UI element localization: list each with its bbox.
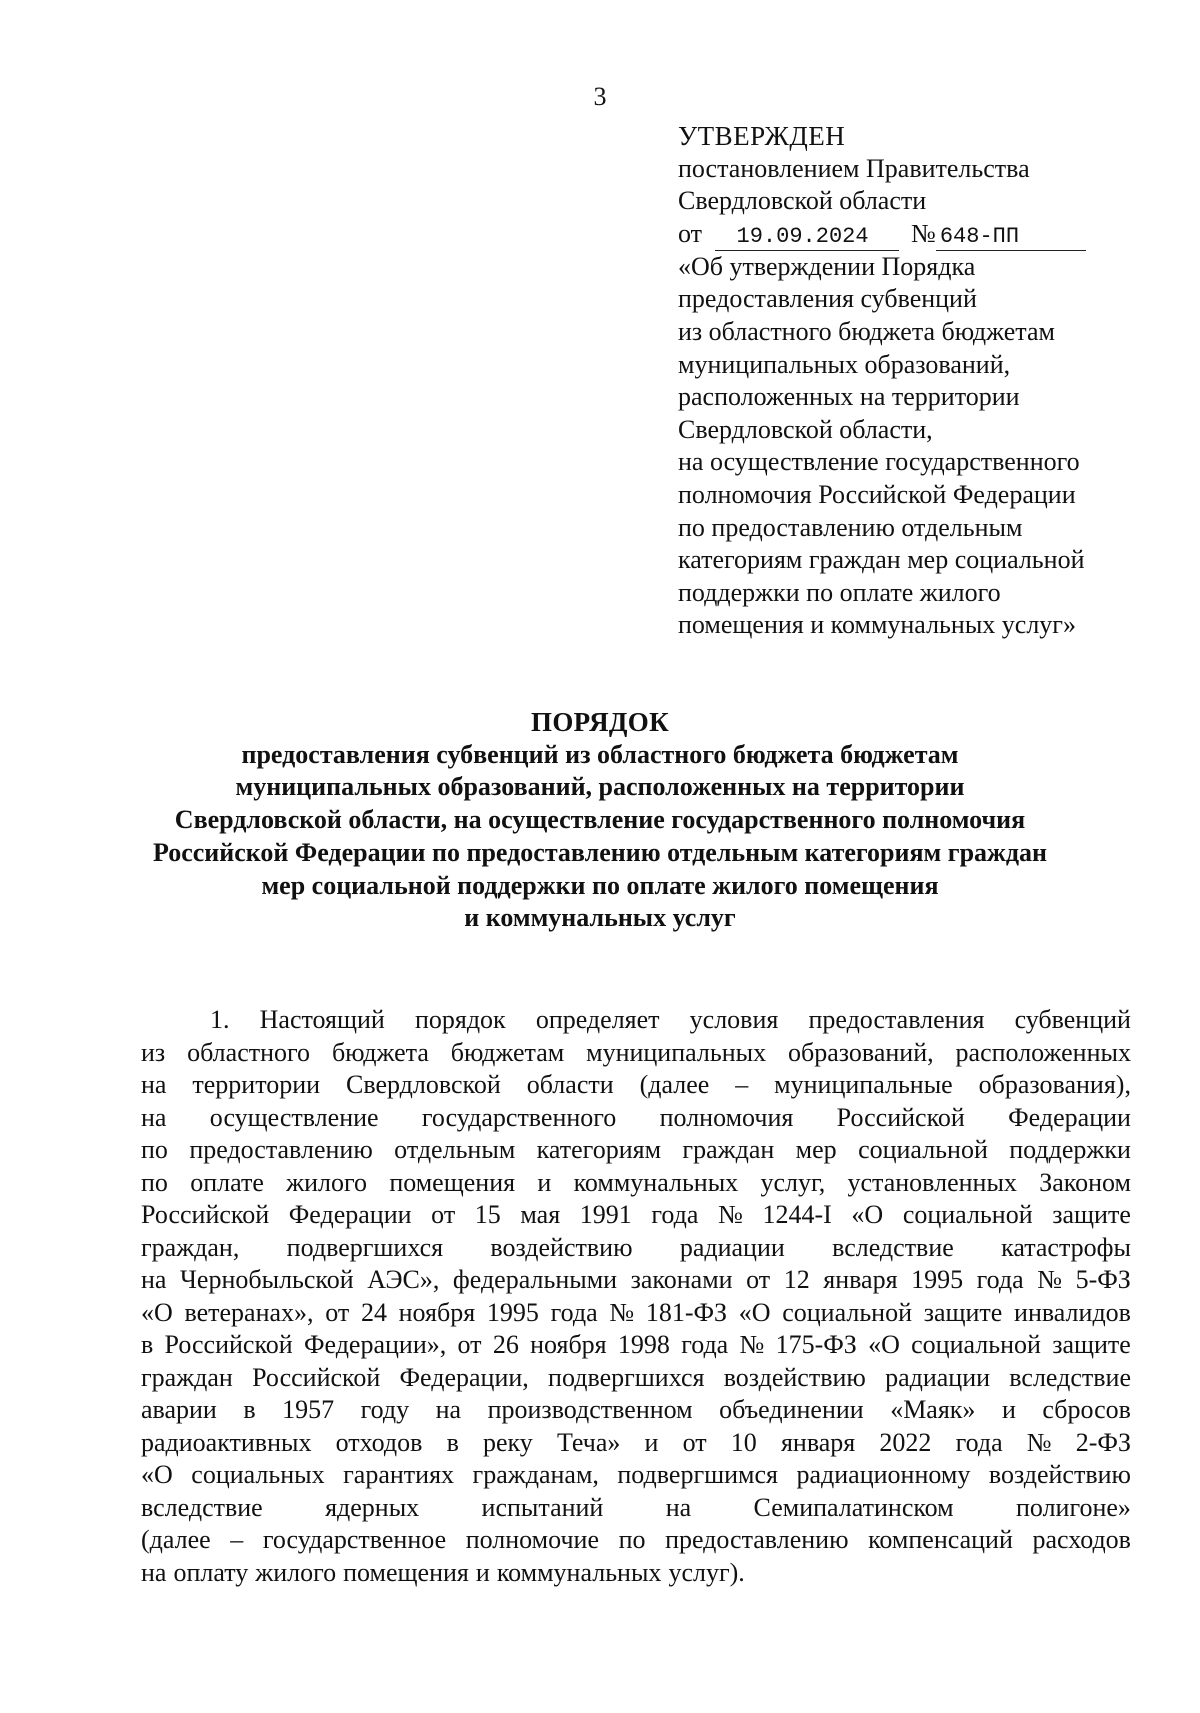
word: № [718, 1200, 743, 1229]
word: от [682, 1427, 707, 1457]
word: Федерации, [399, 1362, 529, 1392]
word: «О [738, 1297, 771, 1327]
word: расходов [1032, 1525, 1131, 1554]
word: – [735, 1070, 749, 1099]
resolution-title-line: Свердловской области, [678, 414, 933, 444]
word: 15 [474, 1200, 501, 1229]
word: Чернобыльской [180, 1265, 354, 1294]
document-heading: ПОРЯДОК [531, 707, 669, 737]
word: предоставления [808, 1005, 985, 1034]
word: компенсаций [868, 1525, 1013, 1554]
word: 2022 [879, 1427, 932, 1457]
resolution-title-line: предоставления субвенций [678, 284, 977, 314]
word: ядерных [325, 1492, 420, 1522]
word: 5-ФЗ [1075, 1265, 1131, 1294]
resolution-title-line: помещения и коммунальных услуг» [678, 610, 1076, 640]
resolution-title-line: на осуществление государственного [678, 447, 1080, 477]
paragraph-line [141, 1037, 1131, 1070]
resolution-title-line: поддержки по оплате жилого [678, 577, 1001, 607]
resolution-number: 648-ПП [936, 223, 1086, 251]
word: воздействию [988, 1460, 1131, 1489]
word: оплату [173, 1557, 249, 1587]
word: Федерации», [303, 1330, 447, 1359]
resolution-date: 19.09.2024 [715, 223, 899, 251]
word: предоставлению [665, 1525, 849, 1554]
word: ветеранах», [184, 1297, 314, 1327]
word: воздействию [490, 1232, 633, 1262]
word: подвергшихся [548, 1362, 705, 1392]
word: от [325, 1297, 350, 1327]
word: аварии [141, 1395, 217, 1424]
paragraph-1 [141, 1004, 1131, 1589]
word: услуг). [668, 1557, 745, 1587]
word: социальной [858, 1135, 988, 1164]
paragraph-line [141, 1069, 1131, 1102]
word: Свердловской [346, 1070, 501, 1099]
document-subtitle [60, 739, 1140, 935]
word: года [955, 1427, 1003, 1457]
word: № [1026, 1427, 1052, 1457]
word: «О [141, 1460, 173, 1489]
word: и [537, 1167, 552, 1197]
word: бюджетам [450, 1037, 565, 1067]
word: государственное [262, 1525, 447, 1554]
subtitle-line: мер социальной поддержки по оплате жилого помещения [261, 870, 939, 900]
paragraph-line [141, 1329, 1131, 1362]
date-prefix: от [678, 218, 703, 248]
word: 175-ФЗ [775, 1330, 857, 1359]
word: реку [483, 1427, 533, 1457]
word: оплате [190, 1167, 264, 1197]
word: осуществление [209, 1102, 379, 1132]
subtitle-line: Российской Федерации по предоставлению отдельным категориям граждан [152, 837, 1048, 867]
word: мер [795, 1135, 837, 1164]
word: января [780, 1427, 856, 1457]
word: порядок [414, 1005, 506, 1034]
paragraph-line [141, 1167, 1131, 1200]
word: гарантиях [343, 1460, 455, 1489]
paragraph-line [141, 1199, 1131, 1232]
word: области [526, 1070, 614, 1099]
paragraph-line [141, 1004, 1131, 1037]
resolution-title-line: муниципальных образований, [678, 349, 1011, 379]
number-prefix: № [911, 218, 936, 248]
word: (далее [639, 1070, 710, 1099]
word: областного [187, 1037, 311, 1067]
word: коммунальных [573, 1167, 739, 1197]
word: Настоящий [259, 1005, 385, 1034]
paragraph-line [141, 1557, 1131, 1590]
word: 24 [360, 1297, 387, 1327]
approval-block [678, 120, 1138, 642]
word: «О [141, 1297, 173, 1327]
word: предоставлению [189, 1135, 373, 1164]
word: поддержки [1009, 1135, 1131, 1164]
word: года [681, 1330, 729, 1359]
resolution-title [678, 251, 1138, 642]
word: по [618, 1525, 646, 1554]
page-number: 3 [593, 82, 607, 111]
word: Федерации [288, 1200, 412, 1229]
paragraph-line [141, 1427, 1131, 1460]
word: радиоактивных [141, 1427, 312, 1457]
word: 1244-I [762, 1200, 832, 1229]
word: федеральными [452, 1265, 618, 1294]
word: года [976, 1265, 1024, 1294]
word: на [665, 1492, 692, 1522]
word: катастрофы [1001, 1232, 1131, 1262]
word: (далее [141, 1525, 211, 1554]
word: ноября [530, 1330, 607, 1359]
word: на [141, 1102, 167, 1132]
word: по [141, 1167, 168, 1197]
word: в [141, 1330, 154, 1359]
resolution-title-line: расположенных на территории [678, 382, 1020, 412]
word: на [435, 1395, 462, 1424]
paragraph-line [141, 1459, 1131, 1492]
word: категориям [536, 1135, 662, 1164]
resolution-title-line: по предоставлению отдельным [678, 512, 1023, 542]
word: от [746, 1265, 771, 1294]
word: законами [630, 1265, 733, 1294]
word: в [446, 1427, 459, 1457]
word: году [360, 1395, 410, 1424]
subtitle-line: муниципальных образований, расположенных на территории [235, 772, 965, 802]
word: определяет [535, 1005, 660, 1034]
word: и [475, 1557, 490, 1587]
word: Семипалатинском [753, 1492, 954, 1522]
word: подвергшимся [617, 1460, 778, 1489]
word: из [141, 1037, 166, 1067]
subtitle-line: и коммунальных услуг [464, 903, 736, 933]
word: по [141, 1135, 168, 1164]
word: субвенций [1014, 1005, 1131, 1034]
word: года [550, 1297, 598, 1327]
word: 1957 [282, 1395, 335, 1424]
word: радиации [679, 1232, 785, 1262]
subtitle-line: предоставления субвенций из областного бюджета бюджетам [241, 739, 959, 769]
word: мая [520, 1200, 561, 1229]
word: 2-ФЗ [1075, 1427, 1131, 1457]
resolution-title-line: «Об утверждении Порядка [678, 251, 976, 281]
word: коммунальных [496, 1557, 662, 1587]
word: испытаний [481, 1492, 604, 1522]
word: и [644, 1427, 659, 1457]
word: Теча» [556, 1427, 621, 1457]
word: помещения [343, 1557, 469, 1587]
paragraph-line [141, 1524, 1131, 1557]
resolution-title-line: полномочия Российской Федерации [678, 479, 1076, 509]
word: жилого [286, 1167, 368, 1197]
word: 1995 [911, 1265, 964, 1294]
word: вследствие [832, 1232, 954, 1262]
word: отходов [335, 1427, 423, 1457]
word: от [457, 1330, 482, 1359]
word: защите [1052, 1330, 1131, 1359]
word: Российской [836, 1102, 965, 1132]
word: № [739, 1330, 765, 1359]
word: муниципальные [774, 1070, 953, 1099]
word: ноября [398, 1297, 476, 1327]
word: расположенных [955, 1037, 1131, 1067]
word: воздействию [723, 1362, 866, 1392]
word: граждан [682, 1135, 775, 1164]
document-title [60, 706, 1140, 935]
word: полномочия [659, 1102, 794, 1132]
subtitle-line: Свердловской области, на осуществление государственного полномочия [174, 805, 1026, 835]
word: услуг, [760, 1167, 826, 1197]
word: Российской [164, 1330, 293, 1359]
word: граждан [141, 1362, 233, 1392]
word: «О [868, 1330, 900, 1359]
word: инвалидов [1014, 1297, 1131, 1327]
word: полномочие [465, 1525, 599, 1554]
word: в [243, 1395, 256, 1424]
word: 1991 [579, 1200, 632, 1229]
word: радиации [885, 1362, 991, 1392]
word: «Маяк» [890, 1395, 976, 1424]
word: – [230, 1525, 244, 1554]
word: 1. [210, 1005, 230, 1034]
resolution-title-line: из областного бюджета бюджетам [678, 316, 1055, 346]
word: АЭС», [367, 1265, 440, 1294]
word: объединении [719, 1395, 864, 1424]
word: отдельным [394, 1135, 516, 1164]
paragraph-line [141, 1134, 1131, 1167]
word: Федерации [1008, 1102, 1131, 1132]
word: года [651, 1200, 699, 1229]
word: 26 [492, 1330, 519, 1359]
word: «О [851, 1200, 884, 1229]
word: подвергшихся [286, 1232, 444, 1262]
word: условия [689, 1005, 779, 1034]
word: 181-ФЗ [645, 1297, 728, 1327]
word: № [609, 1297, 635, 1327]
word: 1995 [486, 1297, 539, 1327]
word: граждан, [141, 1232, 240, 1262]
word: января [823, 1265, 898, 1294]
resolution-title-line: категориям граждан мер социальной [678, 545, 1085, 575]
word: производственном [487, 1395, 693, 1424]
word: территории [192, 1070, 321, 1099]
approval-line-1: постановлением Правительства [678, 153, 1030, 183]
word: образования), [978, 1070, 1131, 1099]
word: радиационному [796, 1460, 971, 1489]
word: вследствие [1009, 1362, 1131, 1392]
word: 1998 [617, 1330, 670, 1359]
word: сбросов [1042, 1395, 1131, 1424]
paragraph-line [141, 1102, 1131, 1135]
word: социальной [782, 1297, 912, 1327]
approval-title: УТВЕРЖДЕН [678, 121, 846, 151]
word: муниципальных [586, 1037, 767, 1067]
word: 12 [783, 1265, 810, 1294]
approval-date-line [678, 218, 1138, 251]
word: и [1001, 1395, 1016, 1424]
word: образований, [788, 1037, 934, 1067]
word: на [141, 1070, 167, 1099]
paragraph-line [141, 1264, 1131, 1297]
word: на [141, 1265, 167, 1294]
word: гражданам, [472, 1460, 599, 1489]
approval-line-2: Свердловской области [678, 186, 927, 216]
word: Российской [141, 1200, 270, 1229]
word: жилого [255, 1557, 337, 1587]
paragraph-line [141, 1394, 1131, 1427]
word: социальных [191, 1460, 325, 1489]
word: Законом [1039, 1167, 1131, 1197]
word: социальной [902, 1200, 1033, 1229]
paragraph-line [141, 1492, 1131, 1525]
word: установленных [847, 1167, 1017, 1197]
word: государственного [421, 1102, 617, 1132]
paragraph-line [141, 1362, 1131, 1395]
word: защите [1052, 1200, 1131, 1229]
word: защите [923, 1297, 1003, 1327]
word: полигоне» [1016, 1492, 1131, 1522]
word: бюджета [331, 1037, 429, 1067]
word: № [1037, 1265, 1063, 1294]
word: Российской [252, 1362, 381, 1392]
word: вследствие [141, 1492, 263, 1522]
paragraph-line [141, 1232, 1131, 1265]
word: помещения [389, 1167, 516, 1197]
word: от [431, 1200, 456, 1229]
paragraph-line [141, 1297, 1131, 1330]
word: 10 [730, 1427, 757, 1457]
word: на [141, 1557, 167, 1587]
word: социальной [911, 1330, 1041, 1359]
